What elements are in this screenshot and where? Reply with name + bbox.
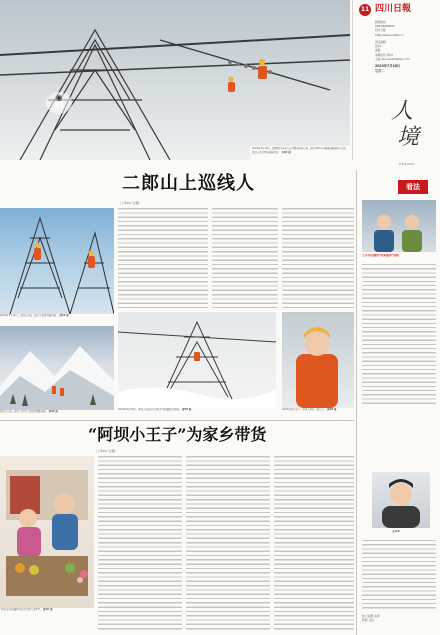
corner-logo xyxy=(46,92,72,114)
snowy-tower-illustration xyxy=(118,312,276,408)
article2-byline: □ 李XX 文/图 xyxy=(96,449,115,453)
column-title: 人 境 xyxy=(391,99,420,150)
article2-body-col2 xyxy=(186,456,270,632)
team-illustration xyxy=(362,200,436,252)
article1-left-caption: 巡线人员在二郎山大雪中行走检查线路设备。 唐XX 摄 xyxy=(0,410,58,413)
column-subtitle: RENJING xyxy=(399,162,416,166)
masthead-editors: 责任编辑 张XX 美编 本期校对 李XX 主编 zhouxia152@qq.com xyxy=(375,40,410,61)
article1-photo-tower-workers xyxy=(0,208,114,314)
paper-name: 四川日報 xyxy=(375,4,412,14)
article2-body-col3 xyxy=(274,456,354,632)
sidebar-profile1-caption: 王小川在她的“驻家服务”团队 xyxy=(362,254,400,257)
article2-photo-caption: 王X在家乡直播间为家乡农特产品带货。 唐XX 摄 xyxy=(0,608,53,611)
article1-body-col3 xyxy=(282,208,354,308)
sidebar-photo-portrait xyxy=(372,472,430,528)
issue-date: 2023年7月18日 xyxy=(375,64,401,68)
masthead-strip xyxy=(352,0,440,166)
section-divider xyxy=(0,420,354,421)
article1-mid-caption: 2023年7月11日，巡线人员在二郎山上检查线路设备。 唐XX 摄 xyxy=(0,314,69,317)
livestream-illustration xyxy=(0,456,94,608)
article1-byline: □ 李XX 文/图 xyxy=(120,201,139,205)
article1-center-caption: 2023年6月20日，巡线人员在冰天雪地中对线路进行检修。 唐XX 摄 xyxy=(118,408,192,411)
article2-body-col1 xyxy=(98,456,182,632)
tower-workers-illustration xyxy=(0,208,114,314)
article1-body-col1 xyxy=(118,208,208,308)
article1-headline: 二郎山上巡线人 xyxy=(122,173,255,194)
portrait-illustration xyxy=(372,472,430,528)
page-number-badge: 11 xyxy=(359,4,371,16)
masthead-info: 新闻热线 028-86968052 四川日报 http://www.scdaily.cn xyxy=(375,20,404,37)
sidebar-footer: 热门话题 法律 新闻 关注 xyxy=(362,614,380,623)
article1-body-col2 xyxy=(212,208,278,308)
sidebar-divider xyxy=(356,170,357,635)
issue-weekday: 星期二 xyxy=(375,69,385,73)
sidebar-body-1 xyxy=(362,264,436,404)
top-photo-caption: 2023年5月15日，国网四川省电力公司雅安供电公司二郎山500千伏输电线路检修人员在铁塔上进行带电检修作业。 吴XX 摄 xyxy=(250,146,350,160)
sidebar-profile2-caption: 王XX xyxy=(392,530,400,533)
article1-photo-snow-mountain xyxy=(0,326,114,410)
sidebar-photo-team xyxy=(362,200,436,252)
corner-logo-icon: ◉ xyxy=(55,93,63,102)
article1-photo-snowy-tower xyxy=(118,312,276,408)
worker-portrait-illustration xyxy=(282,312,354,408)
sidebar-body-2 xyxy=(362,540,436,610)
hero-photo-transmission-tower xyxy=(0,0,350,160)
tower-illustration xyxy=(0,0,350,160)
article1-right-caption: 2023年春节前夕，巡线人员在二郎山上。 唐XX 摄 xyxy=(282,408,337,411)
snow-mountain-illustration xyxy=(0,326,114,410)
corner-logo-text: 视界 xyxy=(53,103,64,109)
kanfa-stamp: 看法 xyxy=(398,180,428,194)
article2-headline: “阿坝小王子”为家乡带货 xyxy=(88,425,267,444)
article2-photo-livestream xyxy=(0,456,94,608)
article1-photo-worker-portrait xyxy=(282,312,354,408)
